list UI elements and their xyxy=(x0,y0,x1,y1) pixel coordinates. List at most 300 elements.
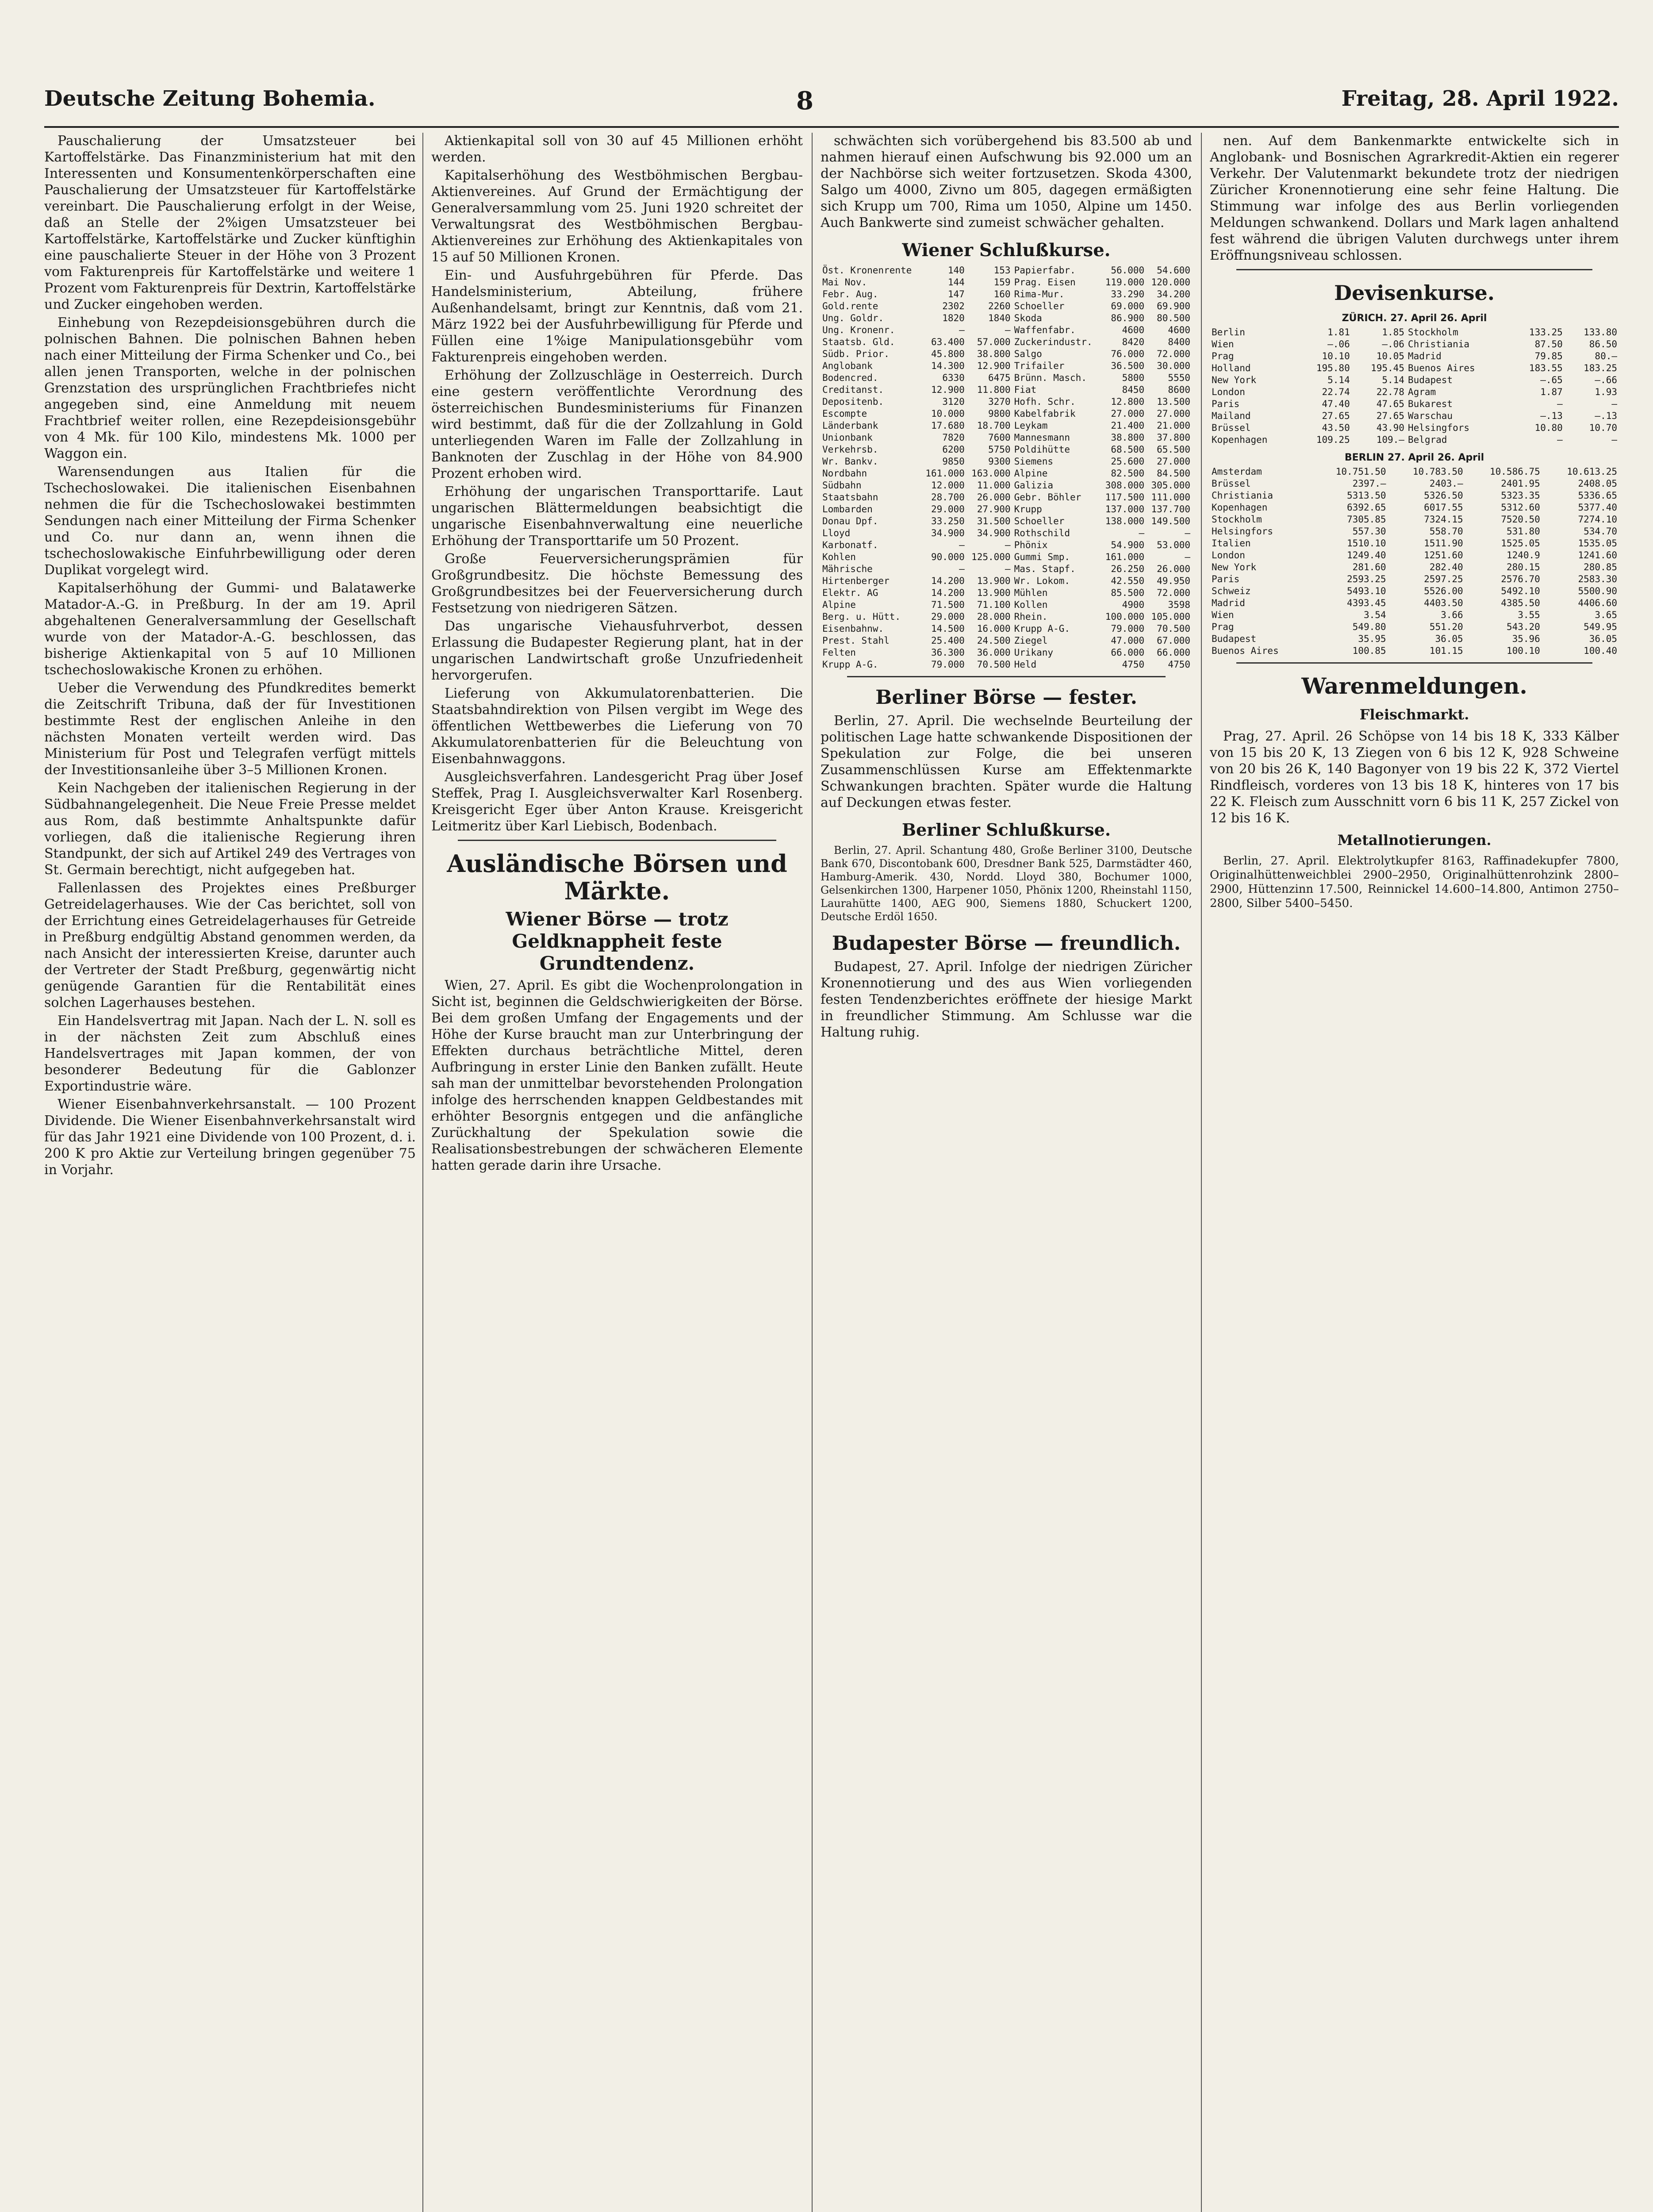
table-cell: 281.60 xyxy=(1352,562,1386,572)
table-cell: 120.000 xyxy=(1151,277,1190,288)
table-cell: — xyxy=(1557,399,1563,409)
table-cell: Alpine xyxy=(822,599,856,610)
table-cell: New York xyxy=(1212,375,1257,385)
table-row xyxy=(1210,549,1619,561)
table-cell: Schoeller xyxy=(1014,516,1065,526)
table-cell: Elektr. AG xyxy=(822,588,878,598)
table-cell: 87.50 xyxy=(1534,339,1563,349)
table-cell: 70.500 xyxy=(1157,623,1190,634)
table-cell: 30.000 xyxy=(1157,361,1190,371)
zurich-rates-table xyxy=(1210,326,1619,446)
table-cell: 66.000 xyxy=(1157,647,1190,658)
section-subtitle-meat: Fleischmarkt. xyxy=(1359,706,1469,723)
table-row xyxy=(821,312,1192,324)
table-cell: 42.550 xyxy=(1111,576,1145,586)
table-cell: Krupp A-G. xyxy=(822,659,878,670)
table-cell: 10.000 xyxy=(931,408,965,419)
table-cell: Poldihütte xyxy=(1014,444,1070,455)
table-cell: 1510.10 xyxy=(1347,538,1386,549)
table-cell: 6200 xyxy=(942,444,965,455)
table-cell: 63.400 xyxy=(931,337,965,347)
table-cell: 7274.10 xyxy=(1578,514,1617,525)
column-divider xyxy=(812,133,813,2212)
table-cell: Escompte xyxy=(822,408,867,419)
table-cell: Gebr. Böhler xyxy=(1014,492,1082,503)
table-cell: 13.500 xyxy=(1157,396,1190,407)
table-cell: 4750 xyxy=(1168,659,1190,670)
table-cell: 10.613.25 xyxy=(1567,466,1617,477)
table-cell: 138.000 xyxy=(1105,516,1145,526)
table-cell: 33.250 xyxy=(931,516,965,526)
table-row xyxy=(1210,514,1619,526)
section-title-budapest: Budapester Börse — freundlich. xyxy=(832,932,1181,955)
table-cell: 5526.00 xyxy=(1424,586,1463,596)
table-cell: 5336.65 xyxy=(1578,490,1617,501)
table-cell: 543.20 xyxy=(1506,622,1540,632)
table-cell: 6330 xyxy=(942,373,965,383)
table-cell: 3598 xyxy=(1168,599,1190,610)
table-row xyxy=(821,408,1192,420)
table-cell: 9300 xyxy=(988,456,1011,467)
table-cell: 27.65 xyxy=(1376,411,1404,421)
table-cell: Holland xyxy=(1212,363,1251,373)
table-row xyxy=(1210,645,1619,657)
table-cell: Lloyd xyxy=(822,528,851,538)
table-cell: Mai Nov. xyxy=(822,277,867,288)
table-cell: 80.500 xyxy=(1157,313,1190,323)
table-cell: Leykam xyxy=(1014,420,1048,431)
section-title-foreign-markets: Ausländische Börsen und Märkte. xyxy=(447,849,787,905)
table-cell: London xyxy=(1212,387,1245,397)
table-cell: —.06 xyxy=(1327,339,1350,349)
table-row xyxy=(821,575,1192,587)
table-cell: 33.290 xyxy=(1111,289,1145,300)
article-paragraph: Erhöhung der Zollzuschläge in Oesterreich. Durch eine gestern veröffentlichte Verordnung des österreichischen Bundesministeriums für Finanzen wird bestimmt, daß für die der Zollzahlung in Gold unterliegenden Waren im Falle der Zollzahlung in Banknoten der Zuschlag in der Höhe von 84.900 Prozent erhoben wird. xyxy=(431,368,803,481)
column-4 xyxy=(1210,133,1619,2212)
table-cell: Bukarest xyxy=(1408,399,1453,409)
table-row xyxy=(821,276,1192,288)
table-cell: 57.000 xyxy=(977,337,1011,347)
table-cell: Kabelfabrik xyxy=(1014,408,1076,419)
table-row xyxy=(821,372,1192,384)
table-cell: 5323.35 xyxy=(1501,490,1540,501)
table-cell: 101.15 xyxy=(1429,645,1463,656)
table-cell: Skoda xyxy=(1014,313,1042,323)
table-cell: 86.900 xyxy=(1111,313,1145,323)
table-cell: 558.70 xyxy=(1429,526,1463,537)
table-cell: Belgrad xyxy=(1408,434,1447,445)
table-cell: 47.65 xyxy=(1376,399,1404,409)
zurich-table-heading: ZÜRICH. 27. April 26. April xyxy=(1342,313,1487,324)
table-cell: 27.65 xyxy=(1322,411,1350,421)
table-cell: 549.95 xyxy=(1584,622,1617,632)
table-cell: 4600 xyxy=(1168,325,1190,335)
article-paragraph: Wien, 27. April. Es gibt die Wochenprolongation in Sicht ist, beginnen die Geldschwierigkeiten der Börse. Bei dem großen Umfang der Engagements und der Höhe der Kurse braucht man zur Unterbringung der Effekten durchaus beträchtliche Mittel, deren Aufbringung in erster Linie den Banken zufällt. Heute sah man der unmittelbar bevorstehenden Prolongation infolge des herrschenden knappen Geldbestandes mit erhöhter Besorgnis entgegen und die anfängliche Zurückhaltung der Spekulation sowie die Realisationsbestrebungen der schwächeren Elemente hatten gerade darin ihre Ursache. xyxy=(431,978,803,1173)
table-cell: Salgo xyxy=(1014,349,1042,359)
table-cell: Ung. Kronenr. xyxy=(822,325,895,335)
article-paragraph: Berlin, 27. April. Die wechselnde Beurteilung der politischen Lage hatte schwankende Dispositionen der Spekulation zur Folge, die bei unseren Zusammenschlüssen Kurse am Effektenmarkte Schwankungen brachten. Später wurde die Haltung auf Deckungen etwas fester. xyxy=(821,713,1192,810)
table-cell: 4900 xyxy=(1122,599,1145,610)
table-cell: Ziegel xyxy=(1014,635,1048,646)
table-cell: — xyxy=(959,564,965,574)
table-cell: 14.200 xyxy=(931,588,965,598)
table-cell: 26.000 xyxy=(977,492,1011,503)
table-row xyxy=(821,587,1192,599)
table-cell: 27.000 xyxy=(1157,456,1190,467)
table-cell: Ung. Goldr. xyxy=(822,313,884,323)
table-cell: 67.000 xyxy=(1157,635,1190,646)
table-cell: 6392.65 xyxy=(1347,502,1386,513)
table-cell: Kollen xyxy=(1014,599,1048,610)
table-cell: 90.000 xyxy=(931,552,965,562)
table-cell: 6475 xyxy=(988,373,1011,383)
table-cell: Kopenhagen xyxy=(1212,434,1268,445)
table-cell: 161.000 xyxy=(1105,552,1145,562)
table-row xyxy=(821,432,1192,444)
table-cell: 137.700 xyxy=(1151,504,1190,515)
table-row xyxy=(821,348,1192,360)
table-row xyxy=(1210,466,1619,478)
table-cell: 12.900 xyxy=(931,384,965,395)
table-row xyxy=(821,456,1192,468)
table-cell: Bodencred. xyxy=(822,373,878,383)
table-cell: 100.40 xyxy=(1584,645,1617,656)
article-paragraph: nen. Auf dem Bankenmarkte entwickelte sich in Anglobank- und Bosnischen Agrarkredit-Aktien ein regerer Verkehr. Der Valutenmarkt bekundete trotz der niedrigen Züricher Kronennotierung eine sehr feine Haltung. Die Stimmung war infolge des aus Berlin vorliegenden Meldungen schwankend. Dollars und Mark lagen anhaltend fest während die übrigen Valuten durchwegs unter ihrem Eröffnungsniveau schlossen. xyxy=(1210,133,1619,263)
table-cell: 72.000 xyxy=(1157,588,1190,598)
table-cell: 11.800 xyxy=(977,384,1011,395)
table-cell: 79.000 xyxy=(1111,623,1145,634)
table-cell: 45.800 xyxy=(931,349,965,359)
table-cell: Zuckerindustr. xyxy=(1014,337,1093,347)
table-cell: 26.250 xyxy=(1111,564,1145,574)
table-cell: 25.600 xyxy=(1111,456,1145,467)
table-cell: Gold.rente xyxy=(822,301,878,311)
table-cell: — xyxy=(959,325,965,335)
table-cell: Mannesmann xyxy=(1014,432,1070,443)
table-cell: 133.25 xyxy=(1529,327,1563,338)
table-cell: 2403.— xyxy=(1429,478,1463,489)
table-cell: Unionbank xyxy=(822,432,873,443)
table-cell: 54.900 xyxy=(1111,540,1145,550)
table-cell: Waffenfabr. xyxy=(1014,325,1076,335)
table-cell: 25.400 xyxy=(931,635,965,646)
table-cell: Mühlen xyxy=(1014,588,1048,598)
table-cell: 109.25 xyxy=(1316,434,1350,445)
table-cell: Trifailer xyxy=(1014,361,1065,371)
table-cell: 1535.05 xyxy=(1578,538,1617,549)
table-row xyxy=(1210,362,1619,374)
table-cell: 5492.10 xyxy=(1501,586,1540,596)
table-cell: Prag xyxy=(1212,351,1234,361)
table-cell: 47.40 xyxy=(1322,399,1350,409)
table-cell: — xyxy=(1557,434,1563,445)
table-cell: 53.000 xyxy=(1157,540,1190,550)
article-paragraph: Große Feuerversicherungsprämien für Großgrundbesitz. Die höchste Bemessung des Großgrundbesitzes bei der Feuerversicherung durch Festsetzung von niedrigeren Sätzen. xyxy=(431,551,803,616)
column-divider xyxy=(1201,133,1202,2212)
table-cell: 5493.10 xyxy=(1347,586,1386,596)
table-cell: 125.000 xyxy=(971,552,1011,562)
table-cell: 163.000 xyxy=(971,468,1011,479)
table-row xyxy=(1210,633,1619,645)
table-cell: 5377.40 xyxy=(1578,502,1617,513)
table-row xyxy=(1210,490,1619,502)
table-cell: 7820 xyxy=(942,432,965,443)
table-cell: 34.900 xyxy=(977,528,1011,538)
table-cell: 117.500 xyxy=(1105,492,1145,503)
table-cell: 4403.50 xyxy=(1424,598,1463,608)
table-cell: 36.300 xyxy=(931,647,965,658)
table-cell: 1840 xyxy=(988,313,1011,323)
article-paragraph: Fallenlassen des Projektes eines Preßburger Getreidelagerhauses. Wie der Cas berichtet, soll von der Errichtung eines Getreidelagerhauses für Getreide in Preßburg endgültig Abstand genommen werden, da nach Ansicht der interessierten Kreise, darunter auch der Vertreter der Stadt Preßburg, gegenwärtig nicht genügende Garantien für die Rentabilität eines solchen Lagerhauses bestehen. xyxy=(44,880,416,1010)
table-cell: Wien xyxy=(1212,339,1234,349)
table-cell: 149.500 xyxy=(1151,516,1190,526)
table-cell: 551.20 xyxy=(1429,622,1463,632)
table-cell: Krupp xyxy=(1014,504,1042,515)
table-cell: 2576.70 xyxy=(1501,574,1540,584)
table-row xyxy=(821,288,1192,300)
table-cell: 549.80 xyxy=(1352,622,1386,632)
table-row xyxy=(821,300,1192,312)
table-cell: 36.05 xyxy=(1589,634,1617,644)
table-row xyxy=(1210,561,1619,573)
table-cell: Rhein. xyxy=(1014,611,1048,622)
article-paragraph: Wiener Eisenbahnverkehrsanstalt. — 100 Prozent Dividende. Die Wiener Eisenbahnverkehrsanstalt wird für das Jahr 1921 eine Dividende von 100 Prozent, d. i. 200 K pro Aktie zur Verteilung bringen gegenüber 75 in Vorjahr. xyxy=(44,1097,416,1178)
table-row xyxy=(821,360,1192,372)
table-cell: Helsingfors xyxy=(1408,422,1469,433)
table-cell: Kohlen xyxy=(822,552,856,562)
table-cell: 8600 xyxy=(1168,384,1190,395)
table-cell: Rima-Mur. xyxy=(1014,289,1065,300)
table-cell: 2397.— xyxy=(1352,478,1386,489)
table-cell: Gummi Smp. xyxy=(1014,552,1070,562)
table-cell: Italien xyxy=(1212,538,1251,549)
table-cell: 26.000 xyxy=(1157,564,1190,574)
table-cell: — xyxy=(1005,540,1011,550)
table-cell: 18.700 xyxy=(977,420,1011,431)
table-cell: 28.700 xyxy=(931,492,965,503)
table-cell: Christiania xyxy=(1212,490,1273,501)
table-cell: Agram xyxy=(1408,387,1436,397)
table-row xyxy=(1210,526,1619,538)
table-cell: 27.000 xyxy=(1157,408,1190,419)
table-cell: Schoeller xyxy=(1014,301,1065,311)
article-paragraph: Ueber die Verwendung des Pfundkredites bemerkt die Zeitschrift Tribuna, daß der für Investitionen bestimmte Rest der englischen Anleihe in den nächsten Monaten verteilt werden wird. Das Ministerium für Post und Telegrafen verfügt mittels der Investitionsanleihe über 3–5 Millionen Kronen. xyxy=(44,680,416,778)
table-cell: 5312.60 xyxy=(1501,502,1540,513)
berlin-rates-table xyxy=(1210,466,1619,657)
table-cell: 10.80 xyxy=(1534,422,1563,433)
section-separator xyxy=(1236,662,1592,664)
table-cell: — xyxy=(1005,325,1011,335)
table-cell: 22.74 xyxy=(1322,387,1350,397)
table-row xyxy=(821,647,1192,659)
table-cell: London xyxy=(1212,550,1245,561)
table-row xyxy=(821,611,1192,623)
table-cell: 534.70 xyxy=(1584,526,1617,537)
table-cell: 76.000 xyxy=(1111,349,1145,359)
table-cell: 305.000 xyxy=(1151,480,1190,491)
table-cell: Verkehrsb. xyxy=(822,444,878,455)
table-cell: Wien xyxy=(1212,610,1234,620)
table-cell: 3.65 xyxy=(1595,610,1617,620)
table-cell: 531.80 xyxy=(1506,526,1540,537)
table-cell: Wr. Lokom. xyxy=(1014,576,1070,586)
table-cell: Madrid xyxy=(1408,351,1442,361)
table-cell: 16.000 xyxy=(977,623,1011,634)
table-cell: 2302 xyxy=(942,301,965,311)
table-cell: 7305.85 xyxy=(1347,514,1386,525)
table-cell: New York xyxy=(1212,562,1257,572)
table-cell: 37.800 xyxy=(1157,432,1190,443)
table-cell: Nordbahn xyxy=(822,468,867,479)
table-cell: Felten xyxy=(822,647,856,658)
table-cell: 280.85 xyxy=(1584,562,1617,572)
table-cell: 12.000 xyxy=(931,480,965,491)
table-cell: 22.78 xyxy=(1376,387,1404,397)
table-cell: — xyxy=(1139,528,1145,538)
table-cell: Lombarden xyxy=(822,504,873,515)
table-row xyxy=(821,480,1192,492)
newspaper-name: Deutsche Zeitung Bohemia. xyxy=(44,86,376,111)
table-cell: 71.500 xyxy=(931,599,965,610)
table-cell: 12.900 xyxy=(977,361,1011,371)
table-cell: 7324.15 xyxy=(1424,514,1463,525)
table-cell: 3.54 xyxy=(1363,610,1386,620)
table-cell: 43.50 xyxy=(1322,422,1350,433)
table-cell: 8420 xyxy=(1122,337,1145,347)
article-paragraph: schwächten sich vorübergehend bis 83.500 ab und nahmen hierauf einen Aufschwung bis 92.000 um an der Nachbörse sich weiter fortzusetzen. Skoda 4300, Salgo um 4000, Zivno um 805, dagegen ermäßigten sich Krupp um 700, Rima um 1050, Alpine um 1450. Auch Bankwerte sind zumeist schwächer gehalten. xyxy=(821,133,1192,230)
table-cell: 21.000 xyxy=(1157,420,1190,431)
table-row xyxy=(1210,386,1619,398)
table-cell: Buenos Aires xyxy=(1212,645,1279,656)
header-rule xyxy=(44,126,1619,128)
table-cell: 5800 xyxy=(1122,373,1145,383)
table-cell: 2597.25 xyxy=(1424,574,1463,584)
table-cell: —.13 xyxy=(1540,411,1563,421)
table-cell: 10.751.50 xyxy=(1335,466,1386,477)
table-cell: 29.000 xyxy=(931,504,965,515)
article-paragraph: Einhebung von Rezepdeisionsgebühren durch die polnischen Bahnen. Die polnischen Bahnen heben nach einer Mitteilung der Firma Schenker und Co., bei allen jenen Transporten, welche in der polnischen Grenzstation des ursprünglichen Frachtbriefes nicht angegeben sind, eine Anmeldung mit neuem Frachtbrief weiter rollen, eine Rezepdeisionsgebühr von 4 Mk. für 100 Kilo, mindestens Mk. 1000 per Waggon ein. xyxy=(44,315,416,461)
table-cell: 71.100 xyxy=(977,599,1011,610)
table-row xyxy=(821,396,1192,408)
table-cell: — xyxy=(1611,399,1617,409)
section-subtitle-metal: Metallnotierungen. xyxy=(1337,832,1492,849)
table-row xyxy=(821,336,1192,348)
column-3 xyxy=(821,133,1192,2212)
table-cell: 153 xyxy=(993,265,1011,276)
table-cell: —.65 xyxy=(1540,375,1563,385)
article-paragraph: Kapitalserhöhung der Gummi- und Balatawerke Matador-A.-G. in Preßburg. In der am 19. April abgehaltenen Generalversammlung der Gesellschaft wurde von der Matador-A.-G. beschlossen, das bisherige Aktienkapital von 5 auf 10 Millionen tschechoslowakische Kronen zu erhöhen. xyxy=(44,580,416,678)
table-row xyxy=(1210,502,1619,514)
table-cell: 38.800 xyxy=(977,349,1011,359)
table-cell: 49.950 xyxy=(1157,576,1190,586)
vienna-closing-table xyxy=(821,265,1192,671)
table-cell: 10.05 xyxy=(1376,351,1404,361)
table-row xyxy=(821,265,1192,276)
table-row xyxy=(821,551,1192,563)
table-cell: 66.000 xyxy=(1111,647,1145,658)
table-cell: Brüssel xyxy=(1212,478,1251,489)
table-cell: Berlin xyxy=(1212,327,1245,338)
table-cell: 133.80 xyxy=(1584,327,1617,338)
table-row xyxy=(1210,573,1619,585)
table-cell: 5313.50 xyxy=(1347,490,1386,501)
table-cell: 2401.95 xyxy=(1501,478,1540,489)
table-cell: 65.500 xyxy=(1157,444,1190,455)
table-row xyxy=(821,527,1192,539)
table-row xyxy=(1210,338,1619,350)
table-cell: 72.000 xyxy=(1157,349,1190,359)
table-cell: 1249.40 xyxy=(1347,550,1386,561)
table-cell: Rothschild xyxy=(1014,528,1070,538)
table-row xyxy=(1210,609,1619,621)
table-cell: 56.000 xyxy=(1111,265,1145,276)
table-cell: 3120 xyxy=(942,396,965,407)
table-cell: 5.14 xyxy=(1327,375,1350,385)
article-paragraph: Kapitalserhöhung des Westböhmischen Bergbau-Aktienvereines. Auf Grund der Ermächtigung der Generalversammlung vom 25. Juni 1920 schreitet der Verwaltungsrat des Westböhmischen Bergbau-Aktienvereines zur Erhöhung des Aktienkapitales von 15 auf 50 Millionen Kronen. xyxy=(431,168,803,265)
table-cell: 34.900 xyxy=(931,528,965,538)
table-cell: Öst. Kronenrente xyxy=(822,265,912,276)
table-cell: Mailand xyxy=(1212,411,1251,421)
table-cell: 38.800 xyxy=(1111,432,1145,443)
article-paragraph: Pauschalierung der Umsatzsteuer bei Kartoffelstärke. Das Finanzministerium hat mit den Interessenten und Konsumentenkörperschaften eine Pauschalierung der Umsatzsteuer für Kartoffelstärke vereinbart. Die Pauschalierung erfolgt in der Weise, daß an Stelle der 2%igen Umsatzsteuer bei Kartoffelstärke, Kartoffelstärke und Zucker künftighin eine pauschalierte Steuer in der Höhe von 3 Prozent vom Fakturenpreis für Kartoffelstärke und weitere 1 Prozent vom Fakturenpreis für Dextrin, Kartoffelstärke und Zucker eingehoben werden. xyxy=(44,133,416,312)
table-row xyxy=(1210,538,1619,549)
table-cell: 1251.60 xyxy=(1424,550,1463,561)
section-separator xyxy=(458,840,776,841)
table-cell: Hirtenberger xyxy=(822,576,890,586)
berlin-table-heading: BERLIN 27. April 26. April xyxy=(1344,452,1484,463)
table-cell: 2593.25 xyxy=(1347,574,1386,584)
table-row xyxy=(1210,597,1619,609)
table-cell: 3270 xyxy=(988,396,1011,407)
table-cell: 14.500 xyxy=(931,623,965,634)
table-cell: 282.40 xyxy=(1429,562,1463,572)
table-cell: 43.90 xyxy=(1376,422,1404,433)
table-cell: 1820 xyxy=(942,313,965,323)
section-subtitle-vienna: Wiener Börse — trotz Geldknappheit feste Grundtendenz. xyxy=(506,908,729,974)
table-cell: 5326.50 xyxy=(1424,490,1463,501)
table-cell: 7520.50 xyxy=(1501,514,1540,525)
article-paragraph: Berlin, 27. April. Elektrolytkupfer 8163, Raffinadekupfer 7800, Originalhüttenweichblei 2900–2950, Originalhüttenrohzink 2800–2900, Hüttenzinn 17.500, Reinnickel 14.600–14.800, Antimon 2750–2800, Silber 5400–5450. xyxy=(1210,854,1619,910)
table-cell: 86.50 xyxy=(1589,339,1617,349)
table-cell: 9800 xyxy=(988,408,1011,419)
table-cell: 79.85 xyxy=(1534,351,1563,361)
section-title-devisen: Devisenkurse. xyxy=(1334,281,1495,305)
table-row xyxy=(821,503,1192,515)
table-cell: 3.55 xyxy=(1518,610,1540,620)
table-row xyxy=(821,659,1192,671)
table-cell: — xyxy=(959,540,965,550)
table-cell: 68.500 xyxy=(1111,444,1145,455)
table-row xyxy=(821,492,1192,503)
table-cell: — xyxy=(1185,552,1190,562)
table-row xyxy=(821,599,1192,611)
table-cell: Mas. Stapf. xyxy=(1014,564,1076,574)
table-cell: Staatsbahn xyxy=(822,492,878,503)
table-cell: 161.000 xyxy=(925,468,965,479)
table-cell: Karbonatf. xyxy=(822,540,878,550)
table-cell: Christiania xyxy=(1408,339,1469,349)
table-cell: 100.10 xyxy=(1506,645,1540,656)
table-cell: 5500.90 xyxy=(1578,586,1617,596)
table-cell: 2583.30 xyxy=(1578,574,1617,584)
table-cell: 1525.05 xyxy=(1501,538,1540,549)
table-cell: 10.70 xyxy=(1589,422,1617,433)
table-cell: 111.000 xyxy=(1151,492,1190,503)
table-cell: 85.500 xyxy=(1111,588,1145,598)
table-cell: 2260 xyxy=(988,301,1011,311)
table-cell: 195.45 xyxy=(1371,363,1404,373)
table-row xyxy=(1210,410,1619,422)
